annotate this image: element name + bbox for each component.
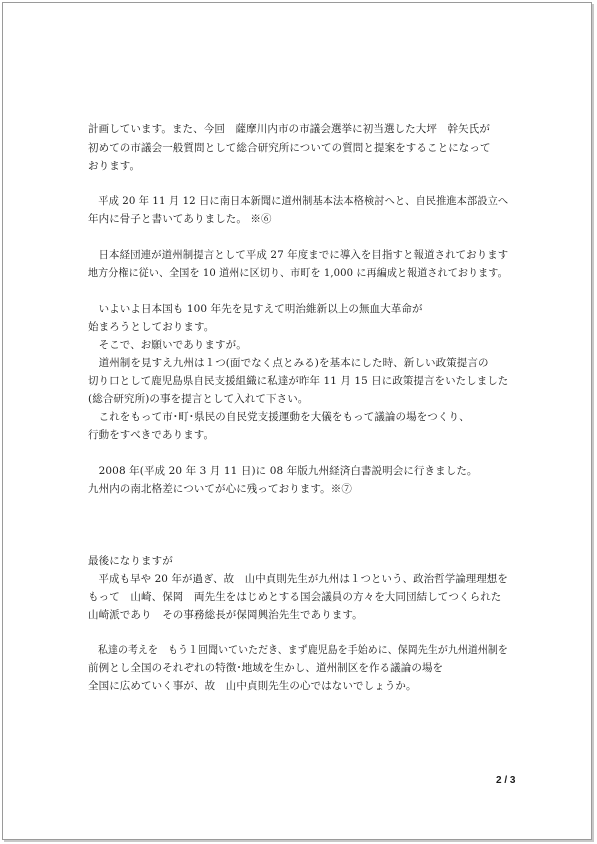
page-number: 2 / 3 — [496, 775, 516, 786]
text-line: 計画しています。また、今回 薩摩川内市の市議会選挙に初当選した大坪 幹矢氏が — [88, 123, 490, 135]
text-line: 行動をすべきであります。 — [88, 429, 215, 441]
text-line: 地方分権に従い、全国を 10 道州に区切り、市町を 1,000 に再編成と報道されております。 — [88, 267, 508, 279]
text-line: これをもって市･町･県民の自民党支援運動を大儀をもって議論の場をつくり、 — [88, 411, 470, 423]
text-line: いよいよ日本国も 100 年先を見すえて明治維新以上の無血大革命が — [88, 303, 423, 315]
text-line: おります。 — [88, 160, 141, 172]
text-line: 平成も早や 20 年が過ぎ、故 山中貞則先生が九州は１つという、政治哲学論理理想を — [88, 573, 508, 585]
text-line: 最後になりますが — [88, 555, 173, 567]
text-line: もって 山崎、保岡 両先生をはじめとする国会議員の方々を大同団結してつくられた — [88, 591, 502, 603]
text-line: 私達の考えを もう１回聞いていただき、まず鹿児島を手始めに、保岡先生が九州道州制を — [88, 644, 508, 656]
text-line: 初めての市議会一般質問として総合研究所についての質問と提案をすることになって — [88, 142, 491, 154]
text-line: 始まろうとしております。 — [88, 321, 215, 333]
text-line: 2008 年(平成 20 年 3 月 11 日)に 08 年版九州経済白書説明会に行きました。 — [88, 465, 478, 477]
text-line: 平成 20 年 11 月 12 日に南日本新聞に道州制基本法本格検討へと、自民推進本部設立へ — [88, 195, 509, 207]
text-line: (総合研究所)の事を提言として入れて下さい。 — [88, 393, 309, 405]
text-line: 全国に広めていく事が、故 山中貞則先生の心ではないでしょうか。 — [88, 680, 417, 692]
text-line: 九州内の南北格差についてが心に残っております。※⑦ — [88, 483, 352, 495]
text-line: 山崎派であり その事務総長が保岡興治先生であります。 — [88, 609, 363, 621]
text-line: 前例とし全国のそれぞれの特徴･地域を生かし、道州制区を作る議論の場を — [88, 662, 444, 674]
text-line: 年内に骨子と書いてありました。 ※⑥ — [88, 213, 272, 225]
text-line: そこで、お願いでありますが。 — [88, 339, 247, 351]
text-line: 日本経団連が道州制提言として平成 27 年度までに導入を目指すと報道されております — [88, 249, 509, 261]
text-line: 道州制を見すえ九州は１つ(面でなく点とみる)を基本にした時、新しい政策提言の — [88, 357, 489, 369]
text-line: 切り口として鹿児島県自民支援組織に私達が昨年 11 月 15 日に政策提言をいたしました — [88, 375, 509, 387]
document-page — [2, 2, 592, 840]
